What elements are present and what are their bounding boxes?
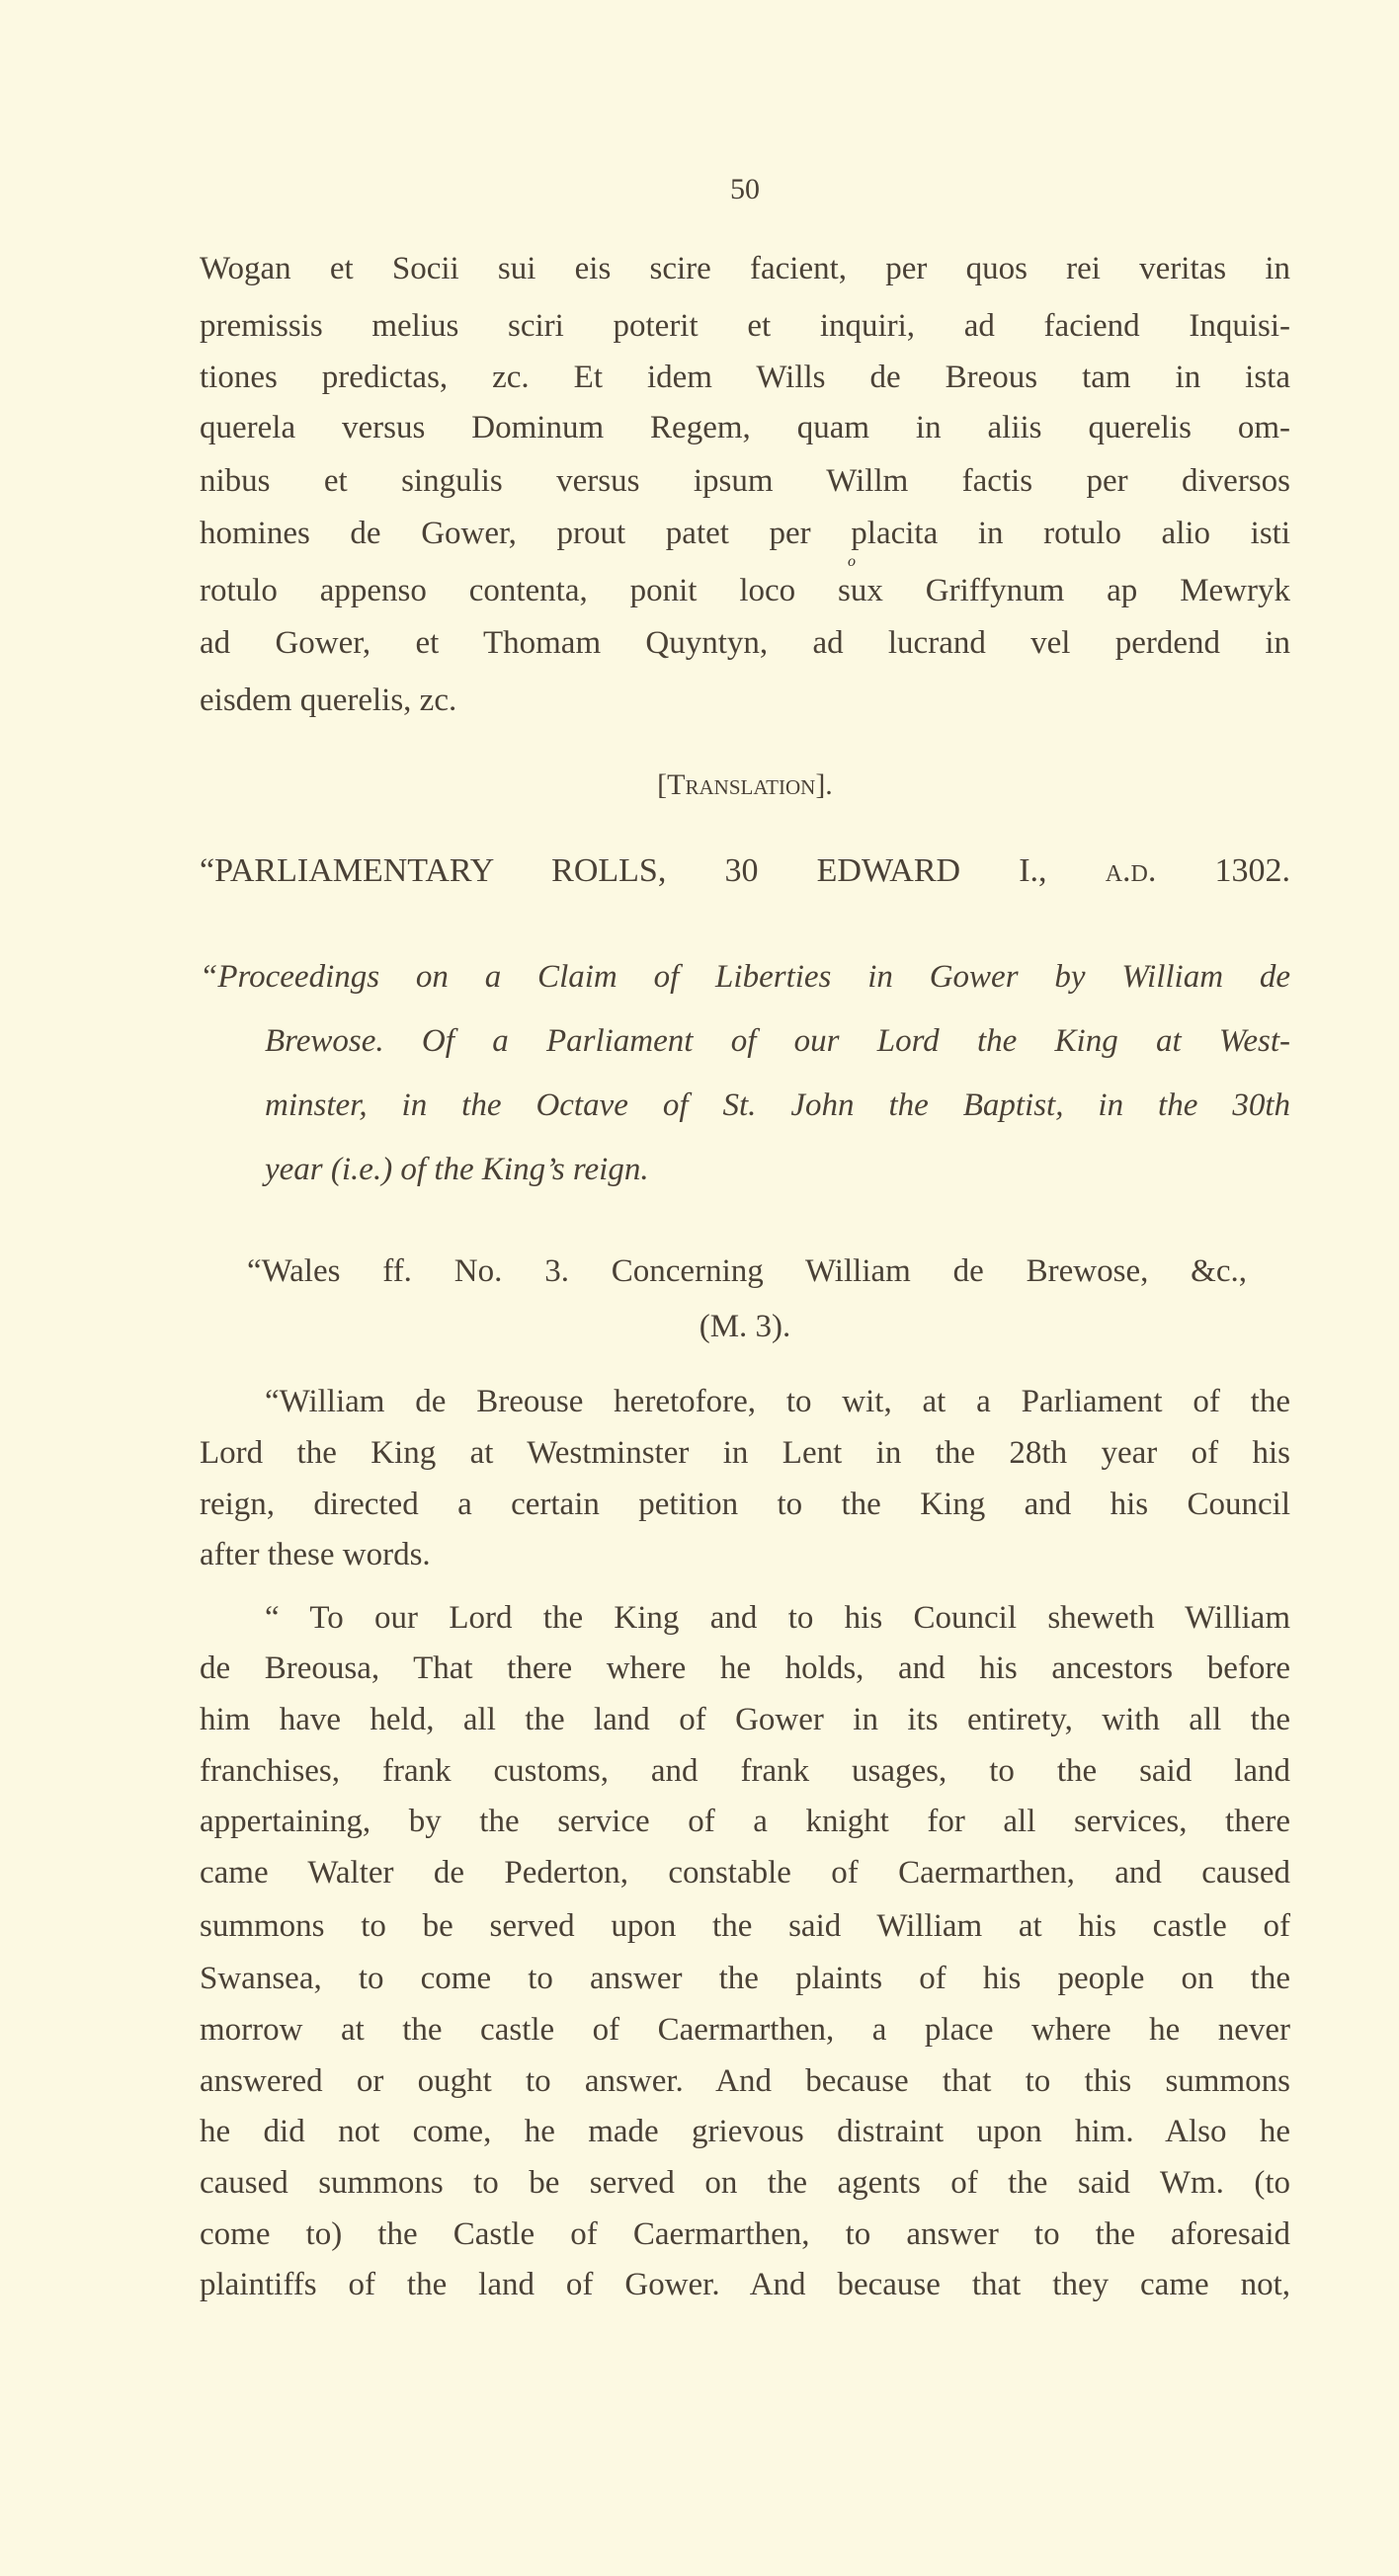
text-line: tiones predictas, zc. Et idem Wills de Breous tam in ista — [200, 360, 1290, 395]
handwritten-mark: o — [848, 553, 856, 570]
rolls-heading-ad: a.d. — [1105, 852, 1157, 889]
text-line: him have held, all the land of Gower in its entirety, with all the — [200, 1702, 1290, 1737]
text-line: answered or ought to answer. And because that to this summons — [200, 2063, 1290, 2099]
text-line: minster, in the Octave of St. John the Baptist, in the 30th — [265, 1087, 1290, 1123]
text-line: querela versus Dominum Regem, quam in aliis querelis om- — [200, 410, 1290, 445]
text-line: year (i.e.) of the King’s reign. — [265, 1152, 649, 1187]
rolls-heading-main: “PARLIAMENTARY ROLLS, 30 EDWARD I., — [200, 852, 1047, 889]
text-line: homines de Gower, prout patet per placita in rotulo alio isti — [200, 516, 1290, 551]
text-line: Swansea, to come to answer the plaints of his people on the — [200, 1961, 1290, 1996]
text-line: appertaining, by the service of a knight for all services, there — [200, 1804, 1290, 1839]
text-line: nibus et singulis versus ipsum Willm factis per diversos — [200, 463, 1290, 499]
membrane-reference: (M. 3). — [699, 1309, 791, 1344]
rolls-heading — [200, 852, 1290, 890]
text-line: reign, directed a certain petition to the King and his Council — [200, 1487, 1290, 1522]
text-line: came Walter de Pederton, constable of Caermarthen, and caused — [200, 1855, 1290, 1891]
rolls-heading-year: 1302. — [1214, 852, 1291, 889]
text-line: Brewose. Of a Parliament of our Lord the King at West- — [265, 1023, 1290, 1059]
text-line: “ To our Lord the King and to his Council sheweth William — [265, 1600, 1290, 1636]
text-line: come to) the Castle of Caermarthen, to answer to the aforesaid — [200, 2216, 1290, 2252]
text-line: Wogan et Socii sui eis scire facient, per quos rei veritas in — [200, 251, 1290, 286]
text-line: after these words. — [200, 1537, 431, 1572]
text-line: franchises, frank customs, and frank usages, to the said land — [200, 1753, 1290, 1789]
text-line: “William de Breouse heretofore, to wit, at a Parliament of the — [265, 1384, 1290, 1419]
translation-heading — [200, 766, 1290, 804]
text-line: morrow at the castle of Caermarthen, a place where he never — [200, 2012, 1290, 2048]
translation-heading-text: [Translation]. — [657, 768, 833, 801]
text-line: ad Gower, et Thomam Quyntyn, ad lucrand vel perdend in — [200, 625, 1290, 661]
text-line: eisdem querelis, zc. — [200, 683, 457, 718]
text-line: he did not come, he made grievous distraint upon him. Also he — [200, 2114, 1290, 2149]
text-line: summons to be served upon the said William at his castle of — [200, 1908, 1290, 1944]
text-line: “Proceedings on a Claim of Liberties in Gower by William de — [200, 959, 1290, 995]
text-line: rotulo appenso contenta, ponit loco sux Griffynum ap Mewryk — [200, 573, 1290, 608]
text-line: plaintiffs of the land of Gower. And because that they came not, — [200, 2267, 1290, 2302]
text-line: premissis melius sciri poterit et inquiri, ad faciend Inquisi- — [200, 308, 1290, 344]
text-line: caused summons to be served on the agents of the said Wm. (to — [200, 2165, 1290, 2201]
text-line: Lord the King at Westminster in Lent in the 28th year of his — [200, 1435, 1290, 1471]
wales-reference: “Wales ff. No. 3. Concerning William de Brewose, &c., — [247, 1253, 1247, 1289]
text-line: de Breousa, That there where he holds, and his ancestors before — [200, 1650, 1290, 1686]
page-number: 50 — [730, 173, 760, 205]
